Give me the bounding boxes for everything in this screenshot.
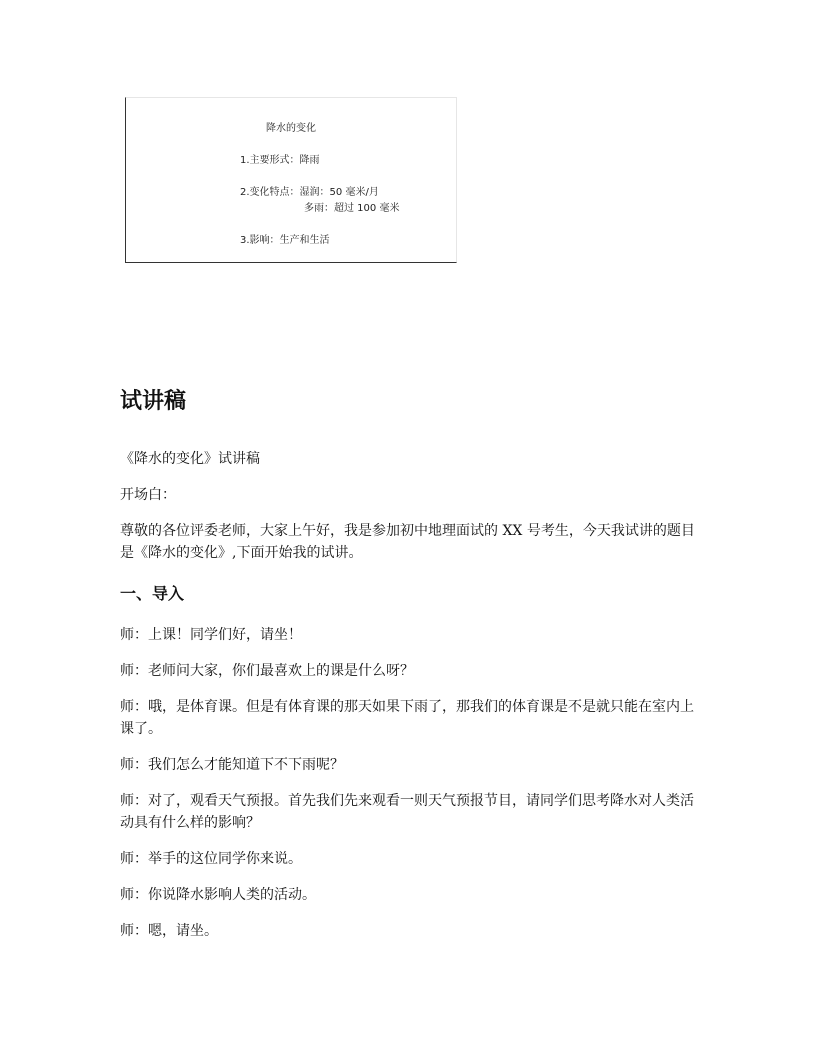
paragraph: 师：你说降水影响人类的活动。 [120, 887, 316, 903]
opening-label: 开场白： [120, 487, 176, 503]
paragraph: 师：哦，是体育课。但是有体育课的那天如果下雨了，那我们的体育课是不是就只能在室内上课了。 [120, 699, 694, 737]
board-title: 降水的变化 [266, 123, 316, 134]
paragraph: 师：老师问大家，你们最喜欢上的课是什么呀？ [120, 663, 414, 679]
board-line-2: 2.变化特点：湿润：50 毫米/月 [240, 187, 379, 198]
paragraph: 师：我们怎么才能知道下不下雨呢？ [120, 757, 344, 773]
board-line-1: 1.主要形式：降雨 [240, 155, 320, 166]
opening-text: 尊敬的各位评委老师，大家上午好，我是参加初中地理面试的 XX 号考生，今天我试讲的题目是《降水的变化》,下面开始我的试讲。 [120, 523, 695, 561]
paragraph: 师：嗯，请坐。 [120, 923, 218, 939]
blackboard-image [125, 97, 457, 263]
section-heading-intro: 一、导入 [120, 584, 185, 603]
document-body [120, 384, 704, 956]
board-line-3: 3.影响：生产和生活 [240, 235, 330, 246]
document-title: 试讲稿 [120, 389, 187, 414]
paragraph: 师：对了，观看天气预报。首先我们先来观看一则天气预报节目，请同学们思考降水对人类活动具有什么样的影响？ [120, 793, 694, 831]
board-line-2b: 多雨：超过 100 毫米 [304, 203, 400, 214]
document-subtitle: 《降水的变化》试讲稿 [120, 451, 260, 467]
paragraph: 师：上课！同学们好，请坐！ [120, 627, 302, 643]
paragraph: 师：举手的这位同学你来说。 [120, 851, 302, 867]
